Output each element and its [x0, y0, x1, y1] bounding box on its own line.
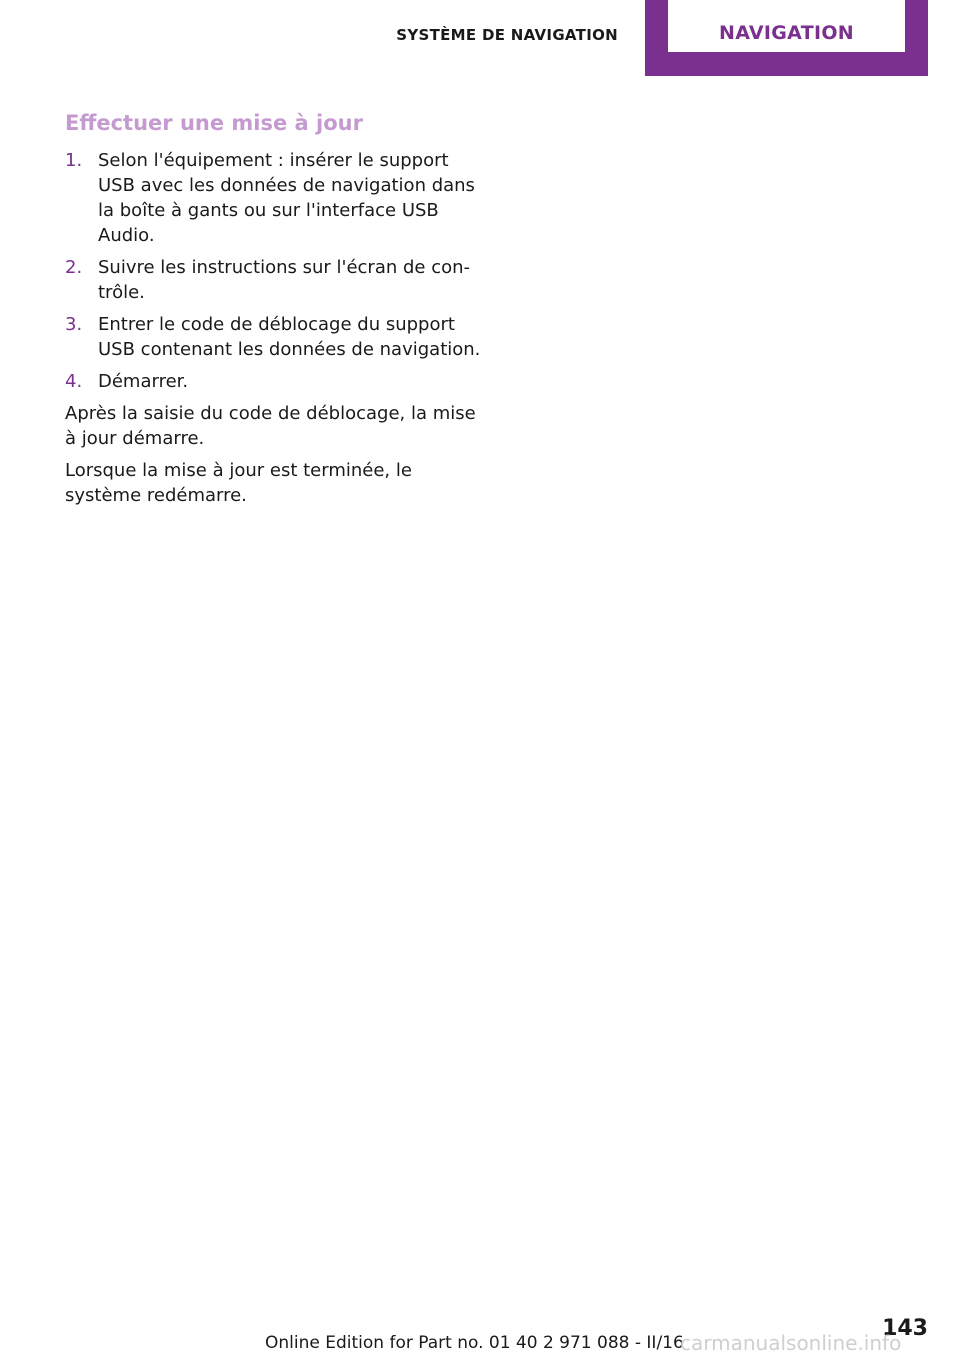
step-number: 1. — [65, 150, 83, 171]
chapter-tab — [645, 0, 928, 76]
step-text: Suivre les instructions sur l'écran de con-trôle. — [98, 257, 471, 303]
step-number: 3. — [65, 314, 83, 335]
steps-list — [65, 148, 485, 394]
paragraph-update-end: Lorsque la mise à jour est terminée, le système redémarre. — [65, 460, 412, 506]
section-title: Effectuer une mise à jour — [65, 111, 363, 135]
list-item — [65, 312, 485, 362]
paragraph-update-start: Après la saisie du code de déblocage, la mise à jour démarre. — [65, 403, 476, 449]
list-item — [65, 255, 485, 305]
step-text: Selon l'équipement : insérer le support USB avec les données de navigation dans la boîte à gants ou sur l'interface USB Audio. — [98, 150, 475, 246]
running-header-section: SYSTÈME DE NAVIGATION — [396, 26, 618, 44]
watermark: carmanualsonline.info — [680, 1331, 902, 1355]
step-text: Démarrer. — [98, 371, 189, 392]
list-item — [65, 148, 485, 248]
step-text: Entrer le code de déblocage du support USB contenant les données de navigation. — [98, 314, 481, 360]
chapter-tab-label-box — [668, 0, 905, 52]
list-item — [65, 369, 485, 394]
step-number: 2. — [65, 257, 83, 278]
main-content — [65, 108, 485, 515]
chapter-tab-label: NAVIGATION — [719, 22, 854, 44]
step-number: 4. — [65, 371, 83, 392]
edition-note: Online Edition for Part no. 01 40 2 971 088 - II/16 — [265, 1333, 684, 1353]
page-number: 143 — [882, 1316, 928, 1341]
